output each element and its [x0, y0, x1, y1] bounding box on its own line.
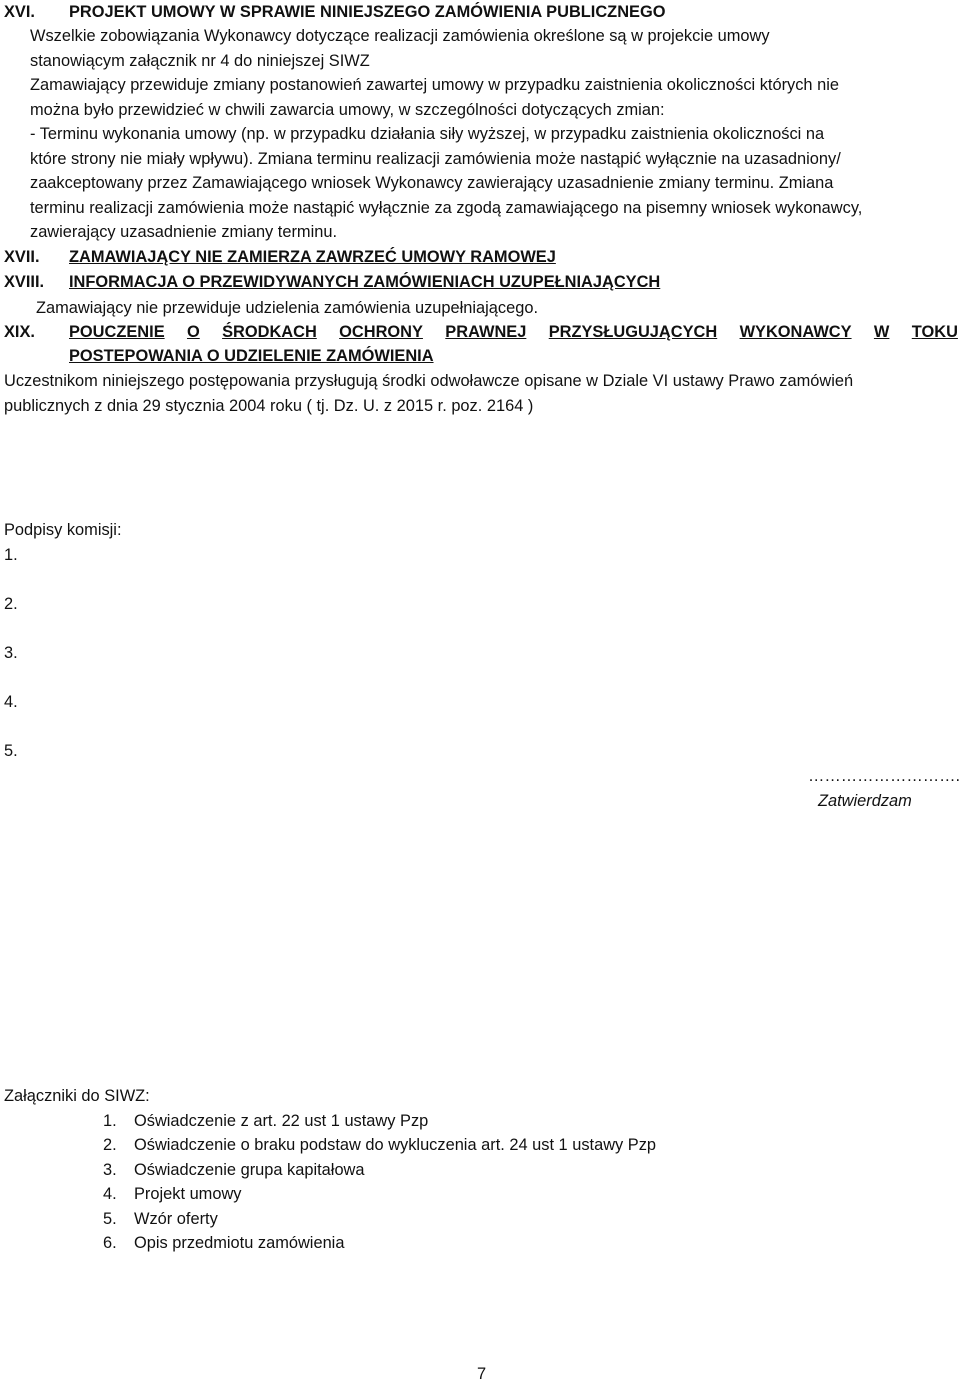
section-xvi-body [30, 24, 955, 245]
attachment-num: 2. [103, 1136, 117, 1154]
title-word: W [873, 323, 890, 341]
attachment-text: Oświadczenie z art. 22 ust 1 ustawy Pzp [134, 1112, 429, 1130]
text-line: Zamawiający przewiduje zmiany postanowień zawartej umowy w przypadku zaistnienia okoliczności których nie [30, 76, 839, 94]
attachment-num: 5. [103, 1210, 117, 1228]
title-word: O [186, 323, 200, 341]
title-word: PRZYSŁUGUJĄCYCH [548, 323, 718, 341]
text-line: zawierający uzasadnienie zmiany terminu. [30, 223, 338, 241]
title-word: PRAWNEJ [445, 323, 527, 341]
title-word: OCHRONY [339, 323, 423, 341]
section-xviii-title: INFORMACJA O PRZEWIDYWANYCH ZAMÓWIENIACH UZUPEŁNIAJĄCYCH [69, 273, 661, 291]
text-line: Wszelkie zobowiązania Wykonawcy dotyczące realizacji zamówienia określone są w projekcie umowy [30, 27, 770, 45]
approval-label: Zatwierdzam [818, 792, 912, 810]
approval-dots: ………………………. [808, 767, 960, 785]
title-word: ŚRODKACH [222, 323, 317, 341]
title-word: TOKU [911, 323, 958, 341]
section-xviii-number: XVIII. [4, 273, 45, 291]
section-xviii-text: Zamawiający nie przewiduje udzielenia zamówienia uzupełniającego. [36, 299, 539, 317]
section-xvi-number: XVI. [4, 3, 35, 21]
text-line: stanowiącym załącznik nr 4 do niniejszej SIWZ [30, 51, 370, 70]
signature-item-4: 4. [4, 693, 18, 711]
attachment-text: Wzór oferty [134, 1210, 218, 1228]
signature-item-3: 3. [4, 644, 18, 662]
signature-item-5: 5. [4, 742, 18, 760]
section-xvi-title: PROJEKT UMOWY W SPRAWIE NINIEJSZEGO ZAMÓWIENIA PUBLICZNEGO [69, 3, 666, 21]
attachment-num: 3. [103, 1161, 117, 1179]
text-line: publicznych z dnia 29 stycznia 2004 roku ( tj. Dz. U. z 2015 r. poz. 2164 ) [4, 396, 534, 415]
text-line: które strony nie miały wpływu). Zmiana terminu realizacji zamówienia może nastąpić wyłącznie na uzasadniony/ [30, 149, 841, 168]
section-xix-title-line1 [69, 320, 958, 345]
attachment-text: Opis przedmiotu zamówienia [134, 1234, 345, 1252]
attachment-num: 6. [103, 1234, 117, 1252]
title-word: WYKONAWCY [739, 323, 852, 341]
signature-item-1: 1. [4, 546, 18, 564]
signatures-heading: Podpisy komisji: [4, 521, 122, 539]
attachment-text: Oświadczenie grupa kapitałowa [134, 1161, 365, 1179]
section-xix-title-line2: POSTEPOWANIA O UDZIELENIE ZAMÓWIENIA [69, 347, 434, 365]
text-line: terminu realizacji zamówienia może nastąpić wyłącznie za zgodą zamawiającego na pisemny wniosek wykonawcy, [30, 198, 863, 217]
text-line: Uczestnikom niniejszego postępowania przysługują środki odwoławcze opisane w Dziale VI ustawy Prawo zamówień [4, 372, 854, 390]
section-xix-body [4, 369, 958, 418]
section-xvii-number: XVII. [4, 248, 40, 266]
text-line: można było przewidzieć w chwili zawarcia umowy, w szczególności dotyczących zmian: [30, 100, 665, 119]
attachments-heading: Załączniki do SIWZ: [4, 1087, 150, 1105]
section-xvii-title: ZAMAWIAJĄCY NIE ZAMIERZA ZAWRZEĆ UMOWY RAMOWEJ [69, 248, 556, 266]
attachment-text: Projekt umowy [134, 1185, 242, 1203]
page-number: 7 [477, 1365, 487, 1383]
text-line: zaakceptowany przez Zamawiającego wniosek Wykonawcy zawierający uzasadnienie zmiany terminu. Zmiana [30, 174, 834, 192]
attachment-num: 4. [103, 1185, 117, 1203]
title-word: POUCZENIE [69, 323, 165, 341]
section-xix-number: XIX. [4, 323, 35, 341]
text-line: - Terminu wykonania umowy (np. w przypadku działania siły wyższej, w przypadku zaistnienia okoliczności na [30, 125, 825, 143]
attachment-text: Oświadczenie o braku podstaw do wykluczenia art. 24 ust 1 ustawy Pzp [134, 1136, 657, 1154]
attachment-num: 1. [103, 1112, 117, 1130]
signature-item-2: 2. [4, 595, 18, 613]
